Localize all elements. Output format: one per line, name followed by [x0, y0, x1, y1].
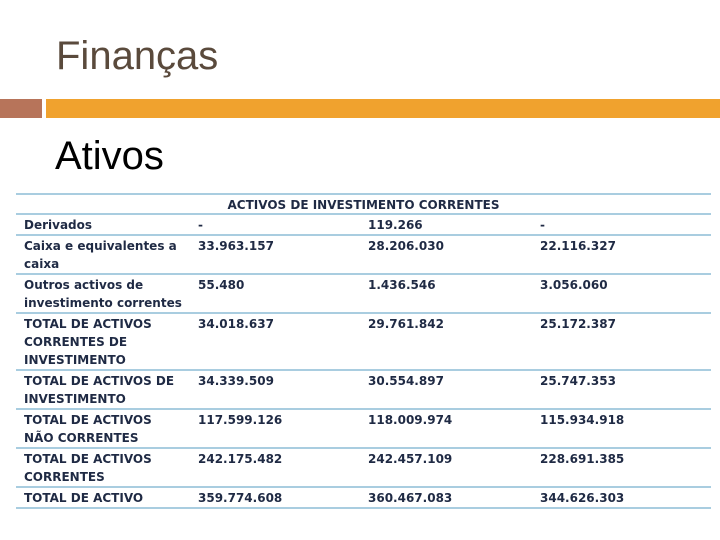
table-row: [16, 488, 711, 507]
row-value-2: 360.467.083: [360, 488, 532, 507]
row-value-2: 30.554.897: [360, 371, 532, 408]
row-label: Caixa e equivalentes a caixa: [16, 236, 190, 273]
row-value-3: 344.626.303: [532, 488, 711, 507]
row-label: Derivados: [16, 215, 190, 234]
row-value-3: 22.116.327: [532, 236, 711, 273]
row-value-2: 28.206.030: [360, 236, 532, 273]
row-label: TOTAL DE ACTIVO: [16, 488, 190, 507]
row-value-1: 242.175.482: [190, 449, 360, 486]
row-value-2: 1.436.546: [360, 275, 532, 312]
row-label: TOTAL DE ACTIVOS CORRENTES DE INVESTIMENTO: [16, 314, 190, 369]
accent-bar-left: [0, 99, 42, 118]
row-label: TOTAL DE ACTIVOS DE INVESTIMENTO: [16, 371, 190, 408]
row-value-2: 119.266: [360, 215, 532, 234]
row-value-1: 33.963.157: [190, 236, 360, 273]
table-row: [16, 449, 711, 486]
table-header: ACTIVOS DE INVESTIMENTO CORRENTES: [16, 195, 711, 213]
table-row: [16, 215, 711, 234]
row-value-1: 55.480: [190, 275, 360, 312]
slide-subtitle: Ativos: [55, 134, 164, 178]
slide-title: Finanças: [56, 34, 219, 78]
accent-bar-right: [46, 99, 720, 118]
row-value-2: 29.761.842: [360, 314, 532, 369]
assets-table-container: [16, 193, 711, 509]
row-value-3: 25.172.387: [532, 314, 711, 369]
row-value-3: 228.691.385: [532, 449, 711, 486]
row-value-3: -: [532, 215, 711, 234]
table-row: [16, 371, 711, 408]
table-header-row: [16, 195, 711, 213]
row-label: TOTAL DE ACTIVOS NÃO CORRENTES: [16, 410, 190, 447]
row-label: Outros activos de investimento correntes: [16, 275, 190, 312]
row-value-3: 115.934.918: [532, 410, 711, 447]
row-value-1: 34.018.637: [190, 314, 360, 369]
row-value-1: 34.339.509: [190, 371, 360, 408]
row-value-2: 242.457.109: [360, 449, 532, 486]
row-value-3: 25.747.353: [532, 371, 711, 408]
row-value-1: 359.774.608: [190, 488, 360, 507]
assets-table: [16, 193, 711, 509]
table-row: [16, 314, 711, 369]
table-row: [16, 275, 711, 312]
row-value-2: 118.009.974: [360, 410, 532, 447]
table-row: [16, 236, 711, 273]
row-label: TOTAL DE ACTIVOS CORRENTES: [16, 449, 190, 486]
table-row: [16, 410, 711, 447]
row-value-1: 117.599.126: [190, 410, 360, 447]
row-value-1: -: [190, 215, 360, 234]
row-value-3: 3.056.060: [532, 275, 711, 312]
